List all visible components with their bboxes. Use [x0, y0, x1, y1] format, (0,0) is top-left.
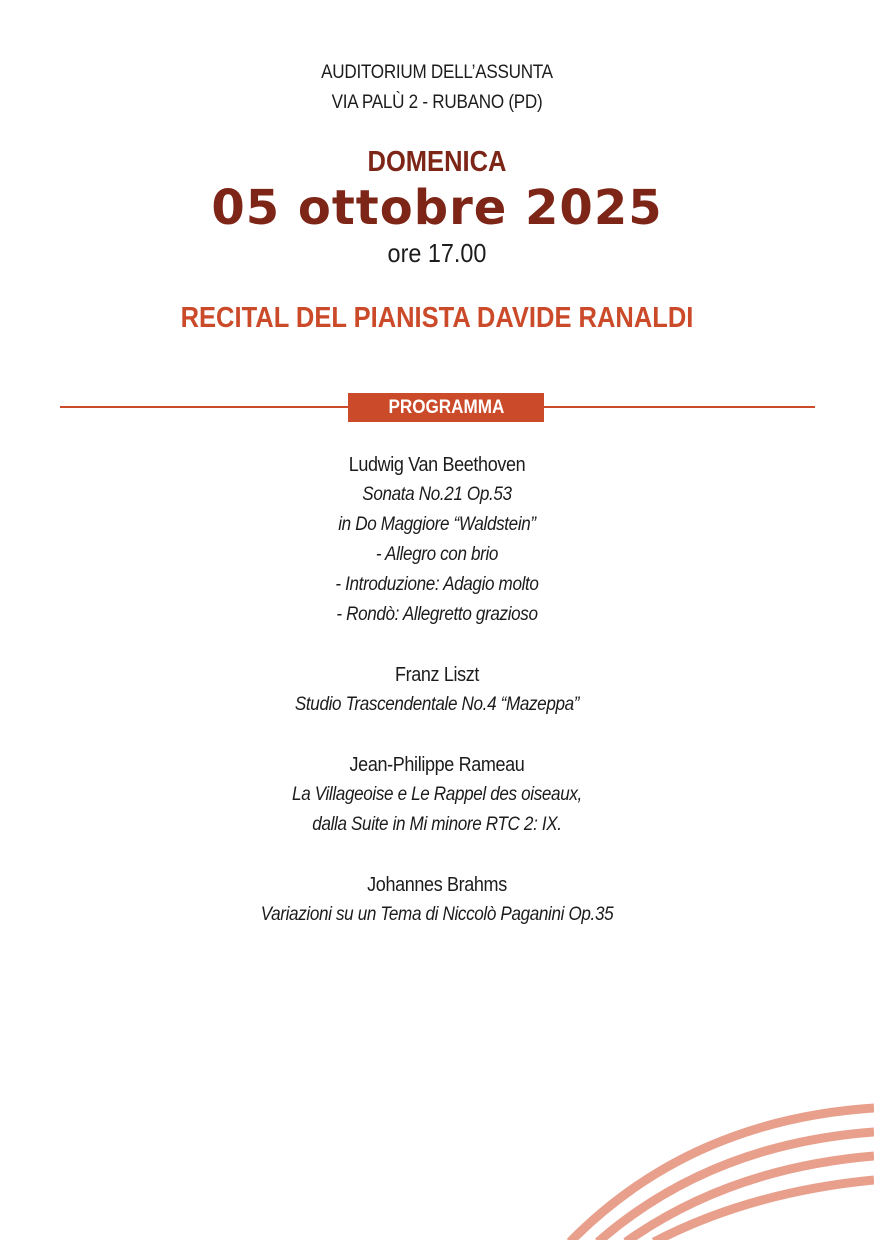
program-piece [0, 450, 874, 630]
work-movement: - Allegro con brio [375, 544, 499, 565]
concentric-arcs-icon [540, 1080, 874, 1240]
work-source: dalla Suite in Mi minore RTC 2: IX. [312, 814, 562, 835]
program-list [0, 450, 874, 960]
venue-name: AUDITORIUM DELL’ASSUNTA [321, 62, 553, 83]
work-movement: - Rondò: Allegretto grazioso [336, 604, 538, 625]
composer-name: Ludwig Van Beethoven [348, 454, 526, 476]
work-movement: - Introduzione: Adagio molto [335, 574, 539, 595]
event-date: 05 ottobre 2025 [211, 180, 663, 236]
program-piece [0, 750, 874, 840]
work-title: Sonata No.21 Op.53 [362, 484, 512, 505]
composer-name: Johannes Brahms [367, 874, 507, 896]
venue-address: VIA PALÙ 2 - RUBANO (PD) [331, 92, 543, 113]
work-title: Variazioni su un Tema di Niccolò Paganini Op.35 [260, 904, 614, 925]
work-title: La Villageoise e Le Rappel des oiseaux, [292, 784, 582, 805]
program-badge [348, 393, 544, 422]
event-day: DOMENICA [367, 146, 507, 178]
recital-title: RECITAL DEL PIANISTA DAVIDE RANALDI [180, 302, 694, 334]
program-piece [0, 660, 874, 720]
work-title: Studio Trascendentale No.4 “Mazeppa” [294, 694, 580, 715]
event-time: ore 17.00 [387, 238, 487, 268]
work-key: in Do Maggiore “Waldstein” [338, 514, 536, 535]
program-piece [0, 870, 874, 930]
composer-name: Jean-Philippe Rameau [349, 754, 525, 776]
composer-name: Franz Liszt [394, 664, 480, 686]
program-label: PROGRAMMA [388, 397, 504, 418]
